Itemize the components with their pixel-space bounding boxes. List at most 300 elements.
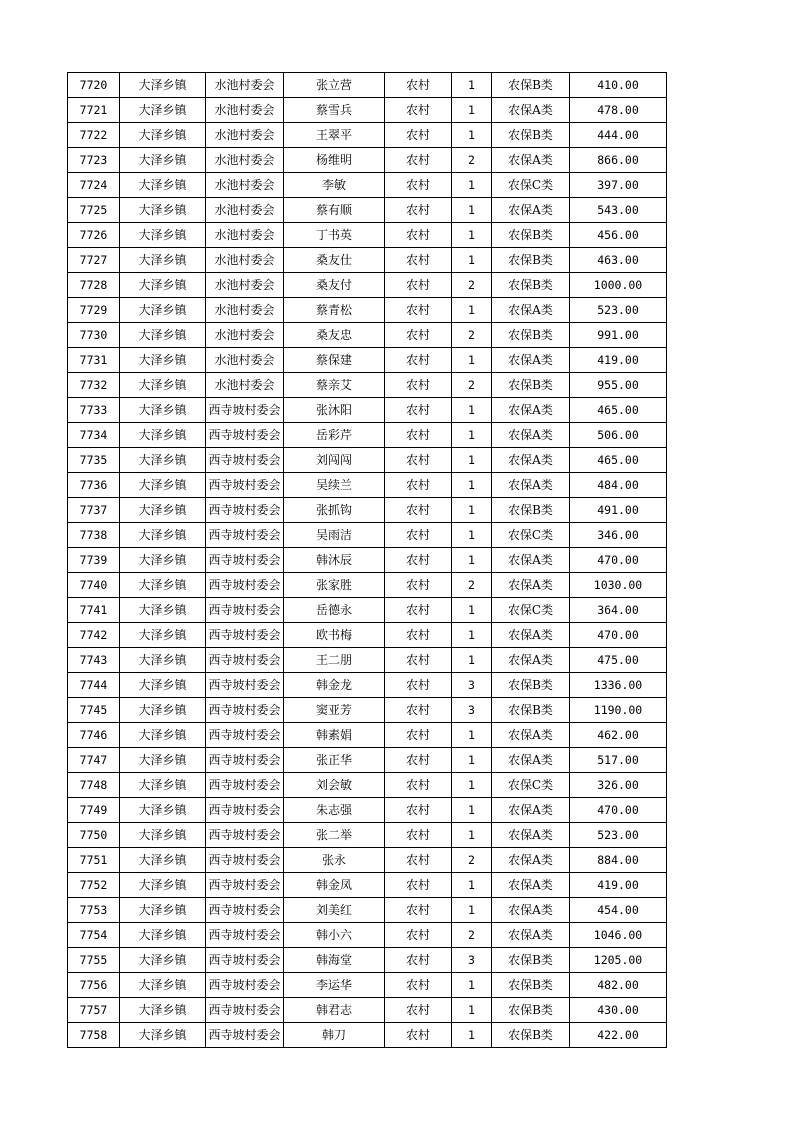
table-row bbox=[68, 723, 667, 748]
cell-amount: 419.00 bbox=[570, 348, 667, 373]
cell-household-count: 1 bbox=[452, 398, 492, 423]
cell-town: 大泽乡镇 bbox=[120, 373, 206, 398]
cell-area-type: 农村 bbox=[385, 698, 452, 723]
cell-serial-number: 7757 bbox=[68, 998, 120, 1023]
cell-insurance-category: 农保A类 bbox=[492, 823, 570, 848]
cell-town: 大泽乡镇 bbox=[120, 798, 206, 823]
cell-village-committee: 西寺坡村委会 bbox=[206, 1023, 284, 1048]
cell-area-type: 农村 bbox=[385, 973, 452, 998]
cell-area-type: 农村 bbox=[385, 998, 452, 1023]
table-row bbox=[68, 448, 667, 473]
cell-town: 大泽乡镇 bbox=[120, 973, 206, 998]
cell-town: 大泽乡镇 bbox=[120, 773, 206, 798]
table-row bbox=[68, 798, 667, 823]
cell-area-type: 农村 bbox=[385, 223, 452, 248]
cell-amount: 484.00 bbox=[570, 473, 667, 498]
table-row bbox=[68, 848, 667, 873]
cell-town: 大泽乡镇 bbox=[120, 523, 206, 548]
cell-insurance-category: 农保C类 bbox=[492, 598, 570, 623]
table-row bbox=[68, 898, 667, 923]
cell-serial-number: 7744 bbox=[68, 673, 120, 698]
cell-serial-number: 7754 bbox=[68, 923, 120, 948]
cell-amount: 462.00 bbox=[570, 723, 667, 748]
cell-amount: 470.00 bbox=[570, 548, 667, 573]
cell-insurance-category: 农保B类 bbox=[492, 373, 570, 398]
cell-insurance-category: 农保B类 bbox=[492, 498, 570, 523]
cell-amount: 517.00 bbox=[570, 748, 667, 773]
cell-village-committee: 西寺坡村委会 bbox=[206, 823, 284, 848]
cell-amount: 470.00 bbox=[570, 798, 667, 823]
cell-person-name: 蔡有顺 bbox=[284, 198, 385, 223]
cell-village-committee: 西寺坡村委会 bbox=[206, 598, 284, 623]
cell-village-committee: 西寺坡村委会 bbox=[206, 548, 284, 573]
cell-village-committee: 水池村委会 bbox=[206, 373, 284, 398]
cell-village-committee: 西寺坡村委会 bbox=[206, 448, 284, 473]
cell-amount: 463.00 bbox=[570, 248, 667, 273]
cell-insurance-category: 农保C类 bbox=[492, 173, 570, 198]
cell-town: 大泽乡镇 bbox=[120, 573, 206, 598]
cell-serial-number: 7723 bbox=[68, 148, 120, 173]
cell-amount: 326.00 bbox=[570, 773, 667, 798]
cell-insurance-category: 农保A类 bbox=[492, 148, 570, 173]
cell-person-name: 韩刀 bbox=[284, 1023, 385, 1048]
cell-household-count: 1 bbox=[452, 548, 492, 573]
table-row bbox=[68, 198, 667, 223]
table-row bbox=[68, 223, 667, 248]
cell-household-count: 1 bbox=[452, 198, 492, 223]
cell-serial-number: 7743 bbox=[68, 648, 120, 673]
cell-insurance-category: 农保B类 bbox=[492, 223, 570, 248]
cell-area-type: 农村 bbox=[385, 673, 452, 698]
table-row bbox=[68, 648, 667, 673]
cell-household-count: 2 bbox=[452, 573, 492, 598]
cell-household-count: 1 bbox=[452, 248, 492, 273]
cell-insurance-category: 农保B类 bbox=[492, 248, 570, 273]
cell-town: 大泽乡镇 bbox=[120, 448, 206, 473]
cell-town: 大泽乡镇 bbox=[120, 1023, 206, 1048]
cell-area-type: 农村 bbox=[385, 898, 452, 923]
cell-household-count: 1 bbox=[452, 748, 492, 773]
cell-amount: 523.00 bbox=[570, 823, 667, 848]
cell-person-name: 李运华 bbox=[284, 973, 385, 998]
table-row bbox=[68, 173, 667, 198]
cell-village-committee: 西寺坡村委会 bbox=[206, 748, 284, 773]
cell-town: 大泽乡镇 bbox=[120, 223, 206, 248]
cell-person-name: 蔡雪兵 bbox=[284, 98, 385, 123]
table-row bbox=[68, 598, 667, 623]
cell-insurance-category: 农保A类 bbox=[492, 98, 570, 123]
table-row bbox=[68, 298, 667, 323]
cell-area-type: 农村 bbox=[385, 123, 452, 148]
table-row bbox=[68, 748, 667, 773]
cell-town: 大泽乡镇 bbox=[120, 348, 206, 373]
cell-village-committee: 西寺坡村委会 bbox=[206, 398, 284, 423]
cell-amount: 422.00 bbox=[570, 1023, 667, 1048]
cell-town: 大泽乡镇 bbox=[120, 498, 206, 523]
cell-town: 大泽乡镇 bbox=[120, 623, 206, 648]
cell-household-count: 1 bbox=[452, 873, 492, 898]
cell-serial-number: 7733 bbox=[68, 398, 120, 423]
cell-area-type: 农村 bbox=[385, 648, 452, 673]
cell-household-count: 1 bbox=[452, 648, 492, 673]
cell-village-committee: 西寺坡村委会 bbox=[206, 698, 284, 723]
cell-insurance-category: 农保B类 bbox=[492, 673, 570, 698]
cell-household-count: 3 bbox=[452, 948, 492, 973]
cell-person-name: 蔡保建 bbox=[284, 348, 385, 373]
cell-village-committee: 水池村委会 bbox=[206, 298, 284, 323]
cell-amount: 1190.00 bbox=[570, 698, 667, 723]
cell-insurance-category: 农保B类 bbox=[492, 948, 570, 973]
cell-town: 大泽乡镇 bbox=[120, 473, 206, 498]
cell-serial-number: 7755 bbox=[68, 948, 120, 973]
cell-amount: 1030.00 bbox=[570, 573, 667, 598]
cell-insurance-category: 农保C类 bbox=[492, 523, 570, 548]
cell-serial-number: 7727 bbox=[68, 248, 120, 273]
cell-person-name: 丁书英 bbox=[284, 223, 385, 248]
table-row bbox=[68, 673, 667, 698]
cell-area-type: 农村 bbox=[385, 473, 452, 498]
cell-person-name: 桑友仕 bbox=[284, 248, 385, 273]
cell-person-name: 岳彩芹 bbox=[284, 423, 385, 448]
table-row bbox=[68, 373, 667, 398]
cell-town: 大泽乡镇 bbox=[120, 548, 206, 573]
cell-village-committee: 水池村委会 bbox=[206, 198, 284, 223]
cell-town: 大泽乡镇 bbox=[120, 148, 206, 173]
cell-household-count: 1 bbox=[452, 598, 492, 623]
cell-serial-number: 7758 bbox=[68, 1023, 120, 1048]
cell-person-name: 欧书梅 bbox=[284, 623, 385, 648]
table-row bbox=[68, 1023, 667, 1048]
cell-amount: 491.00 bbox=[570, 498, 667, 523]
cell-serial-number: 7732 bbox=[68, 373, 120, 398]
table-row bbox=[68, 423, 667, 448]
cell-household-count: 1 bbox=[452, 498, 492, 523]
cell-household-count: 1 bbox=[452, 623, 492, 648]
cell-amount: 543.00 bbox=[570, 198, 667, 223]
cell-amount: 991.00 bbox=[570, 323, 667, 348]
cell-village-committee: 西寺坡村委会 bbox=[206, 423, 284, 448]
cell-serial-number: 7738 bbox=[68, 523, 120, 548]
table-row bbox=[68, 873, 667, 898]
cell-person-name: 韩小六 bbox=[284, 923, 385, 948]
cell-village-committee: 西寺坡村委会 bbox=[206, 923, 284, 948]
cell-village-committee: 西寺坡村委会 bbox=[206, 723, 284, 748]
table-body bbox=[68, 73, 667, 1048]
table-row bbox=[68, 948, 667, 973]
cell-village-committee: 西寺坡村委会 bbox=[206, 623, 284, 648]
cell-household-count: 1 bbox=[452, 1023, 492, 1048]
cell-town: 大泽乡镇 bbox=[120, 173, 206, 198]
cell-village-committee: 西寺坡村委会 bbox=[206, 998, 284, 1023]
cell-village-committee: 水池村委会 bbox=[206, 273, 284, 298]
cell-insurance-category: 农保A类 bbox=[492, 423, 570, 448]
cell-amount: 465.00 bbox=[570, 448, 667, 473]
cell-household-count: 1 bbox=[452, 348, 492, 373]
cell-serial-number: 7741 bbox=[68, 598, 120, 623]
cell-insurance-category: 农保A类 bbox=[492, 398, 570, 423]
cell-amount: 430.00 bbox=[570, 998, 667, 1023]
cell-town: 大泽乡镇 bbox=[120, 898, 206, 923]
cell-household-count: 1 bbox=[452, 523, 492, 548]
cell-village-committee: 水池村委会 bbox=[206, 248, 284, 273]
table-row bbox=[68, 773, 667, 798]
cell-household-count: 2 bbox=[452, 923, 492, 948]
cell-area-type: 农村 bbox=[385, 573, 452, 598]
cell-area-type: 农村 bbox=[385, 173, 452, 198]
cell-serial-number: 7742 bbox=[68, 623, 120, 648]
cell-household-count: 1 bbox=[452, 223, 492, 248]
cell-town: 大泽乡镇 bbox=[120, 823, 206, 848]
cell-area-type: 农村 bbox=[385, 598, 452, 623]
cell-village-committee: 西寺坡村委会 bbox=[206, 498, 284, 523]
cell-serial-number: 7721 bbox=[68, 98, 120, 123]
cell-household-count: 1 bbox=[452, 173, 492, 198]
cell-village-committee: 西寺坡村委会 bbox=[206, 973, 284, 998]
cell-amount: 397.00 bbox=[570, 173, 667, 198]
cell-area-type: 农村 bbox=[385, 623, 452, 648]
table-row bbox=[68, 498, 667, 523]
cell-town: 大泽乡镇 bbox=[120, 598, 206, 623]
cell-person-name: 韩金凤 bbox=[284, 873, 385, 898]
cell-household-count: 1 bbox=[452, 298, 492, 323]
cell-village-committee: 西寺坡村委会 bbox=[206, 848, 284, 873]
cell-household-count: 1 bbox=[452, 123, 492, 148]
cell-insurance-category: 农保A类 bbox=[492, 748, 570, 773]
cell-person-name: 蔡亲艾 bbox=[284, 373, 385, 398]
cell-amount: 419.00 bbox=[570, 873, 667, 898]
cell-amount: 410.00 bbox=[570, 73, 667, 98]
cell-village-committee: 水池村委会 bbox=[206, 348, 284, 373]
cell-household-count: 1 bbox=[452, 973, 492, 998]
cell-village-committee: 西寺坡村委会 bbox=[206, 573, 284, 598]
table-row bbox=[68, 348, 667, 373]
cell-serial-number: 7737 bbox=[68, 498, 120, 523]
cell-town: 大泽乡镇 bbox=[120, 698, 206, 723]
cell-person-name: 王翠平 bbox=[284, 123, 385, 148]
cell-area-type: 农村 bbox=[385, 198, 452, 223]
cell-person-name: 吴续兰 bbox=[284, 473, 385, 498]
cell-household-count: 2 bbox=[452, 273, 492, 298]
cell-area-type: 农村 bbox=[385, 273, 452, 298]
table-row bbox=[68, 998, 667, 1023]
cell-serial-number: 7728 bbox=[68, 273, 120, 298]
cell-area-type: 农村 bbox=[385, 823, 452, 848]
table-row bbox=[68, 923, 667, 948]
cell-insurance-category: 农保A类 bbox=[492, 898, 570, 923]
cell-town: 大泽乡镇 bbox=[120, 323, 206, 348]
cell-town: 大泽乡镇 bbox=[120, 298, 206, 323]
cell-town: 大泽乡镇 bbox=[120, 723, 206, 748]
cell-village-committee: 水池村委会 bbox=[206, 323, 284, 348]
cell-serial-number: 7739 bbox=[68, 548, 120, 573]
cell-town: 大泽乡镇 bbox=[120, 748, 206, 773]
cell-area-type: 农村 bbox=[385, 448, 452, 473]
cell-serial-number: 7731 bbox=[68, 348, 120, 373]
table-row bbox=[68, 123, 667, 148]
cell-amount: 1205.00 bbox=[570, 948, 667, 973]
table-row bbox=[68, 623, 667, 648]
cell-village-committee: 西寺坡村委会 bbox=[206, 473, 284, 498]
cell-village-committee: 西寺坡村委会 bbox=[206, 898, 284, 923]
table-row bbox=[68, 523, 667, 548]
cell-household-count: 1 bbox=[452, 798, 492, 823]
cell-serial-number: 7740 bbox=[68, 573, 120, 598]
cell-amount: 866.00 bbox=[570, 148, 667, 173]
cell-serial-number: 7750 bbox=[68, 823, 120, 848]
cell-village-committee: 西寺坡村委会 bbox=[206, 948, 284, 973]
cell-person-name: 窦亚芳 bbox=[284, 698, 385, 723]
cell-insurance-category: 农保A类 bbox=[492, 648, 570, 673]
cell-serial-number: 7734 bbox=[68, 423, 120, 448]
cell-amount: 478.00 bbox=[570, 98, 667, 123]
cell-amount: 470.00 bbox=[570, 623, 667, 648]
cell-amount: 955.00 bbox=[570, 373, 667, 398]
cell-household-count: 1 bbox=[452, 73, 492, 98]
cell-village-committee: 西寺坡村委会 bbox=[206, 873, 284, 898]
cell-person-name: 张沐阳 bbox=[284, 398, 385, 423]
cell-serial-number: 7749 bbox=[68, 798, 120, 823]
table-row bbox=[68, 698, 667, 723]
cell-town: 大泽乡镇 bbox=[120, 998, 206, 1023]
cell-area-type: 农村 bbox=[385, 423, 452, 448]
cell-insurance-category: 农保B类 bbox=[492, 273, 570, 298]
cell-person-name: 蔡青松 bbox=[284, 298, 385, 323]
cell-town: 大泽乡镇 bbox=[120, 73, 206, 98]
cell-person-name: 吴雨洁 bbox=[284, 523, 385, 548]
cell-town: 大泽乡镇 bbox=[120, 648, 206, 673]
cell-household-count: 2 bbox=[452, 373, 492, 398]
cell-village-committee: 西寺坡村委会 bbox=[206, 673, 284, 698]
cell-insurance-category: 农保B类 bbox=[492, 973, 570, 998]
cell-person-name: 张永 bbox=[284, 848, 385, 873]
cell-household-count: 1 bbox=[452, 773, 492, 798]
cell-person-name: 张家胜 bbox=[284, 573, 385, 598]
cell-town: 大泽乡镇 bbox=[120, 873, 206, 898]
cell-person-name: 韩海堂 bbox=[284, 948, 385, 973]
cell-serial-number: 7756 bbox=[68, 973, 120, 998]
table-row bbox=[68, 73, 667, 98]
cell-village-committee: 西寺坡村委会 bbox=[206, 773, 284, 798]
cell-area-type: 农村 bbox=[385, 498, 452, 523]
cell-household-count: 1 bbox=[452, 723, 492, 748]
cell-town: 大泽乡镇 bbox=[120, 848, 206, 873]
cell-village-committee: 水池村委会 bbox=[206, 173, 284, 198]
cell-area-type: 农村 bbox=[385, 148, 452, 173]
cell-town: 大泽乡镇 bbox=[120, 398, 206, 423]
cell-amount: 346.00 bbox=[570, 523, 667, 548]
cell-person-name: 韩君志 bbox=[284, 998, 385, 1023]
cell-village-committee: 西寺坡村委会 bbox=[206, 523, 284, 548]
cell-area-type: 农村 bbox=[385, 548, 452, 573]
cell-amount: 475.00 bbox=[570, 648, 667, 673]
cell-serial-number: 7720 bbox=[68, 73, 120, 98]
cell-household-count: 1 bbox=[452, 423, 492, 448]
cell-insurance-category: 农保A类 bbox=[492, 848, 570, 873]
cell-person-name: 王二朋 bbox=[284, 648, 385, 673]
cell-serial-number: 7751 bbox=[68, 848, 120, 873]
cell-serial-number: 7752 bbox=[68, 873, 120, 898]
table-row bbox=[68, 398, 667, 423]
cell-household-count: 1 bbox=[452, 898, 492, 923]
cell-insurance-category: 农保A类 bbox=[492, 348, 570, 373]
cell-area-type: 农村 bbox=[385, 248, 452, 273]
cell-insurance-category: 农保A类 bbox=[492, 298, 570, 323]
cell-town: 大泽乡镇 bbox=[120, 273, 206, 298]
cell-amount: 1000.00 bbox=[570, 273, 667, 298]
cell-amount: 465.00 bbox=[570, 398, 667, 423]
cell-person-name: 张二举 bbox=[284, 823, 385, 848]
cell-insurance-category: 农保A类 bbox=[492, 723, 570, 748]
table-row bbox=[68, 973, 667, 998]
cell-area-type: 农村 bbox=[385, 1023, 452, 1048]
cell-insurance-category: 农保B类 bbox=[492, 323, 570, 348]
cell-insurance-category: 农保B类 bbox=[492, 998, 570, 1023]
cell-area-type: 农村 bbox=[385, 73, 452, 98]
allowance-table bbox=[67, 72, 667, 1048]
cell-area-type: 农村 bbox=[385, 748, 452, 773]
cell-amount: 482.00 bbox=[570, 973, 667, 998]
cell-serial-number: 7726 bbox=[68, 223, 120, 248]
cell-person-name: 刘会敏 bbox=[284, 773, 385, 798]
cell-town: 大泽乡镇 bbox=[120, 423, 206, 448]
cell-amount: 884.00 bbox=[570, 848, 667, 873]
cell-serial-number: 7747 bbox=[68, 748, 120, 773]
cell-area-type: 农村 bbox=[385, 398, 452, 423]
cell-household-count: 1 bbox=[452, 473, 492, 498]
table-row bbox=[68, 573, 667, 598]
cell-insurance-category: 农保A类 bbox=[492, 623, 570, 648]
cell-serial-number: 7730 bbox=[68, 323, 120, 348]
cell-insurance-category: 农保A类 bbox=[492, 448, 570, 473]
cell-household-count: 3 bbox=[452, 698, 492, 723]
cell-person-name: 韩金龙 bbox=[284, 673, 385, 698]
cell-insurance-category: 农保A类 bbox=[492, 923, 570, 948]
cell-insurance-category: 农保B类 bbox=[492, 73, 570, 98]
cell-person-name: 张抓钩 bbox=[284, 498, 385, 523]
cell-household-count: 1 bbox=[452, 998, 492, 1023]
table-row bbox=[68, 248, 667, 273]
cell-insurance-category: 农保C类 bbox=[492, 773, 570, 798]
cell-town: 大泽乡镇 bbox=[120, 673, 206, 698]
cell-amount: 506.00 bbox=[570, 423, 667, 448]
cell-person-name: 岳德永 bbox=[284, 598, 385, 623]
cell-person-name: 张立营 bbox=[284, 73, 385, 98]
cell-village-committee: 水池村委会 bbox=[206, 148, 284, 173]
cell-village-committee: 水池村委会 bbox=[206, 223, 284, 248]
cell-person-name: 李敏 bbox=[284, 173, 385, 198]
cell-area-type: 农村 bbox=[385, 98, 452, 123]
table-row bbox=[68, 148, 667, 173]
cell-town: 大泽乡镇 bbox=[120, 123, 206, 148]
cell-insurance-category: 农保B类 bbox=[492, 1023, 570, 1048]
cell-serial-number: 7746 bbox=[68, 723, 120, 748]
cell-serial-number: 7745 bbox=[68, 698, 120, 723]
cell-serial-number: 7748 bbox=[68, 773, 120, 798]
cell-household-count: 1 bbox=[452, 98, 492, 123]
table-row bbox=[68, 98, 667, 123]
cell-insurance-category: 农保B类 bbox=[492, 698, 570, 723]
table-row bbox=[68, 823, 667, 848]
cell-area-type: 农村 bbox=[385, 723, 452, 748]
cell-person-name: 桑友付 bbox=[284, 273, 385, 298]
cell-village-committee: 水池村委会 bbox=[206, 73, 284, 98]
cell-person-name: 刘闯闯 bbox=[284, 448, 385, 473]
cell-household-count: 1 bbox=[452, 448, 492, 473]
cell-serial-number: 7725 bbox=[68, 198, 120, 223]
cell-area-type: 农村 bbox=[385, 373, 452, 398]
cell-area-type: 农村 bbox=[385, 348, 452, 373]
cell-serial-number: 7736 bbox=[68, 473, 120, 498]
